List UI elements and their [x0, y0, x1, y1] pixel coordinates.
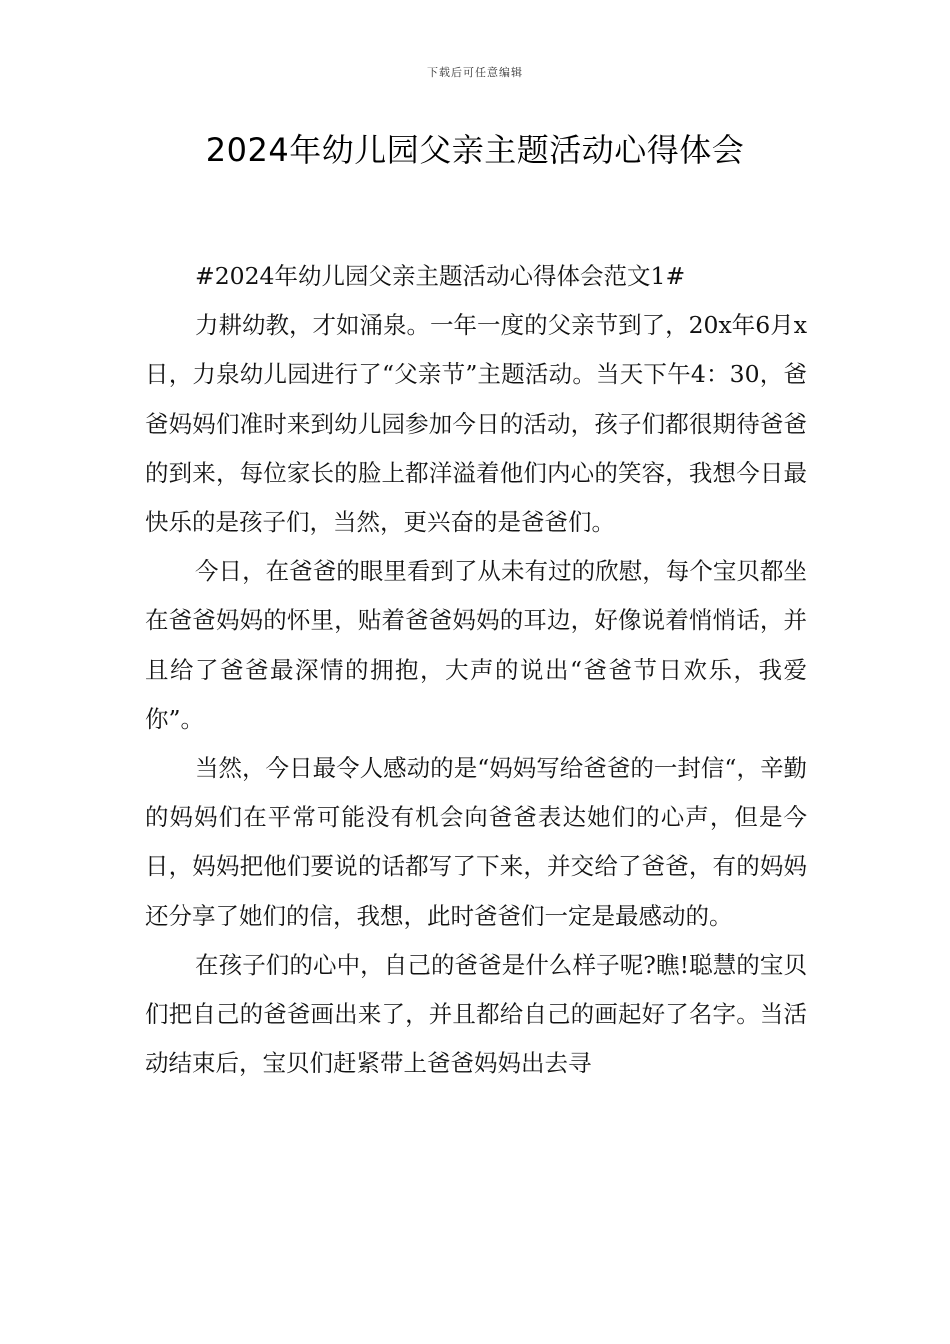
document-title: 2024年幼儿园父亲主题活动心得体会: [205, 131, 745, 169]
paragraph-2: 今日，在爸爸的眼里看到了从未有过的欣慰，每个宝贝都坐在爸爸妈妈的怀里，贴着爸爸妈妈的耳边，好像说着悄悄话，并且给了爸爸最深情的拥抱，大声的说出“爸爸节日欢乐，我爱你”。: [145, 557, 807, 733]
document-body: [145, 252, 807, 1088]
header-note: 下载后可任意编辑: [427, 66, 523, 79]
paragraph-1: 力耕幼教，才如涌泉。一年一度的父亲节到了，20x年6月x日，力泉幼儿园进行了“父亲节”主题活动。当天下午4：30，爸爸妈妈们准时来到幼儿园参加今日的活动，孩子们都很期待爸爸的到来，每位家长的脸上都洋溢着他们内心的笑容，我想今日最快乐的是孩子们，当然，更兴奋的是爸爸们。: [145, 311, 807, 537]
section-heading: #2024年幼儿园父亲主题活动心得体会范文1#: [195, 262, 686, 290]
paragraph-4: 在孩子们的心中，自己的爸爸是什么样子呢?瞧!聪慧的宝贝们把自己的爸爸画出来了，并且都给自己的画起好了名字。当活动结束后，宝贝们赶紧带上爸爸妈妈出去寻: [145, 950, 807, 1078]
paragraph-3: 当然，今日最令人感动的是“妈妈写给爸爸的一封信“，辛勤的妈妈们在平常可能没有机会向爸爸表达她们的心声，但是今日，妈妈把他们要说的话都写了下来，并交给了爸爸，有的妈妈还分享了她们的信，我想，此时爸爸们一定是最感动的。: [145, 754, 807, 930]
